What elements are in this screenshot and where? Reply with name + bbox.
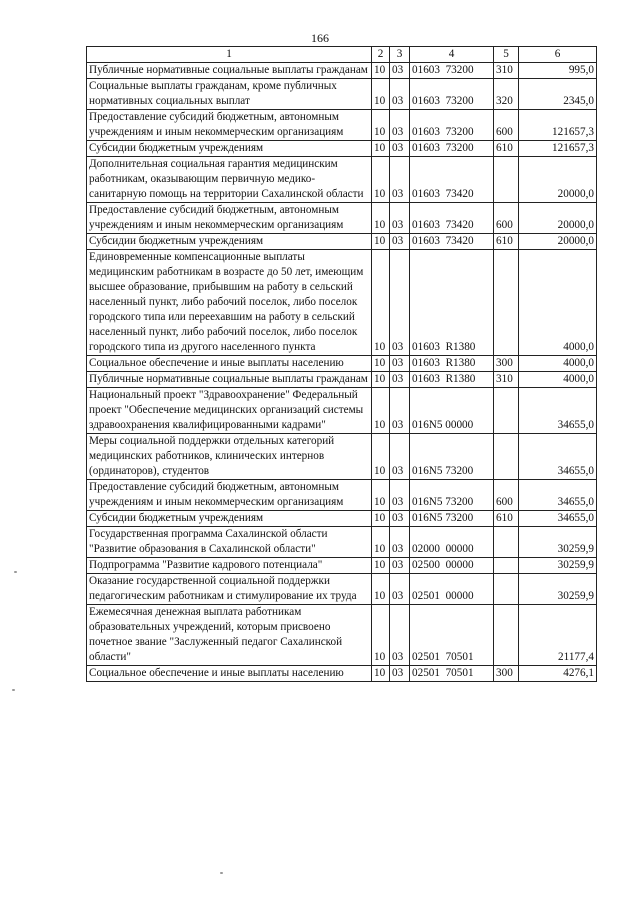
table-row <box>87 666 597 682</box>
cell-subsection: 03 <box>390 605 410 666</box>
cell-expense-type <box>494 388 519 434</box>
header-col-target-article: 4 <box>410 47 494 63</box>
cell-subsection: 03 <box>390 480 410 511</box>
cell-expense-type <box>494 250 519 356</box>
cell-name: Единовременные компенсационные выплаты медицинским работникам в возрасте до 50 лет, имеющим высшее образование, прибывшим на работу в сельский населенный пункт, либо рабочий поселок, либо поселок городского типа или переехавшим на работу в сельский населенный пункт, либо рабочий поселок, либо поселок городского типа из другого населенного пункта <box>87 250 372 356</box>
cell-subsection: 03 <box>390 574 410 605</box>
cell-target-article: 01603 73200 <box>410 79 494 110</box>
cell-section: 10 <box>372 110 390 141</box>
header-col-name: 1 <box>87 47 372 63</box>
cell-target-article: 016N5 00000 <box>410 388 494 434</box>
table-row <box>87 511 597 527</box>
cell-target-article: 02501 00000 <box>410 574 494 605</box>
cell-name: Предоставление субсидий бюджетным, автономным учреждениям и иным некоммерческим организациям <box>87 480 372 511</box>
cell-amount: 34655,0 <box>519 434 597 480</box>
cell-expense-type <box>494 434 519 480</box>
cell-target-article: 016N5 73200 <box>410 434 494 480</box>
cell-target-article: 01603 73420 <box>410 234 494 250</box>
cell-subsection: 03 <box>390 558 410 574</box>
cell-target-article: 02501 70501 <box>410 605 494 666</box>
cell-amount: 34655,0 <box>519 511 597 527</box>
cell-subsection: 03 <box>390 203 410 234</box>
cell-amount: 20000,0 <box>519 157 597 203</box>
cell-section: 10 <box>372 234 390 250</box>
scan-speck <box>14 571 17 573</box>
cell-name: Социальные выплаты гражданам, кроме публичных нормативных социальных выплат <box>87 79 372 110</box>
cell-name: Субсидии бюджетным учреждениям <box>87 511 372 527</box>
cell-target-article: 016N5 73200 <box>410 511 494 527</box>
cell-name: Субсидии бюджетным учреждениям <box>87 234 372 250</box>
cell-amount: 30259,9 <box>519 558 597 574</box>
cell-amount: 121657,3 <box>519 141 597 157</box>
cell-name: Ежемесячная денежная выплата работникам образовательных учреждений, которым присвоено почетное звание "Заслуженный педагог Сахалинской области" <box>87 605 372 666</box>
table-row <box>87 558 597 574</box>
table-row <box>87 388 597 434</box>
cell-name: Субсидии бюджетным учреждениям <box>87 141 372 157</box>
table-row <box>87 250 597 356</box>
cell-amount: 20000,0 <box>519 234 597 250</box>
cell-subsection: 03 <box>390 63 410 79</box>
cell-amount: 4000,0 <box>519 356 597 372</box>
cell-amount: 4000,0 <box>519 372 597 388</box>
table-row <box>87 574 597 605</box>
cell-section: 10 <box>372 605 390 666</box>
cell-expense-type: 610 <box>494 511 519 527</box>
cell-name: Предоставление субсидий бюджетным, автономным учреждениям и иным некоммерческим организациям <box>87 110 372 141</box>
table-row <box>87 79 597 110</box>
cell-section: 10 <box>372 203 390 234</box>
cell-expense-type <box>494 157 519 203</box>
cell-section: 10 <box>372 250 390 356</box>
cell-expense-type: 310 <box>494 372 519 388</box>
cell-section: 10 <box>372 511 390 527</box>
table-row <box>87 434 597 480</box>
cell-section: 10 <box>372 527 390 558</box>
cell-section: 10 <box>372 157 390 203</box>
cell-name: Социальное обеспечение и иные выплаты населению <box>87 666 372 682</box>
table-row <box>87 141 597 157</box>
cell-subsection: 03 <box>390 157 410 203</box>
cell-target-article: 02500 00000 <box>410 558 494 574</box>
cell-expense-type: 600 <box>494 480 519 511</box>
table-row <box>87 234 597 250</box>
cell-subsection: 03 <box>390 372 410 388</box>
cell-section: 10 <box>372 388 390 434</box>
cell-name: Подпрограмма "Развитие кадрового потенциала" <box>87 558 372 574</box>
cell-subsection: 03 <box>390 79 410 110</box>
cell-subsection: 03 <box>390 388 410 434</box>
table-row <box>87 480 597 511</box>
cell-target-article: 01603 73200 <box>410 141 494 157</box>
cell-amount: 20000,0 <box>519 203 597 234</box>
cell-name: Предоставление субсидий бюджетным, автономным учреждениям и иным некоммерческим организациям <box>87 203 372 234</box>
cell-section: 10 <box>372 434 390 480</box>
cell-subsection: 03 <box>390 356 410 372</box>
cell-amount: 2345,0 <box>519 79 597 110</box>
cell-amount: 121657,3 <box>519 110 597 141</box>
cell-expense-type: 310 <box>494 63 519 79</box>
cell-target-article: 02501 70501 <box>410 666 494 682</box>
cell-target-article: 01603 R1380 <box>410 250 494 356</box>
cell-expense-type: 300 <box>494 356 519 372</box>
cell-amount: 34655,0 <box>519 480 597 511</box>
cell-subsection: 03 <box>390 527 410 558</box>
budget-table <box>86 46 597 682</box>
cell-expense-type: 600 <box>494 203 519 234</box>
cell-expense-type: 610 <box>494 234 519 250</box>
cell-subsection: 03 <box>390 250 410 356</box>
cell-expense-type: 300 <box>494 666 519 682</box>
cell-target-article: 01603 73200 <box>410 110 494 141</box>
cell-subsection: 03 <box>390 666 410 682</box>
cell-name: Государственная программа Сахалинской области "Развитие образования в Сахалинской области" <box>87 527 372 558</box>
scan-speck <box>12 689 15 691</box>
cell-name: Оказание государственной социальной поддержки педагогическим работникам и стимулирование их труда <box>87 574 372 605</box>
cell-section: 10 <box>372 480 390 511</box>
cell-subsection: 03 <box>390 511 410 527</box>
cell-expense-type <box>494 574 519 605</box>
cell-section: 10 <box>372 666 390 682</box>
cell-expense-type: 600 <box>494 110 519 141</box>
cell-amount: 4276,1 <box>519 666 597 682</box>
cell-expense-type: 320 <box>494 79 519 110</box>
header-col-expense-type: 5 <box>494 47 519 63</box>
cell-expense-type <box>494 605 519 666</box>
cell-name: Дополнительная социальная гарантия медицинским работникам, оказывающим первичную медико-санитарную помощь на территории Сахалинской области <box>87 157 372 203</box>
cell-section: 10 <box>372 63 390 79</box>
cell-amount: 995,0 <box>519 63 597 79</box>
cell-section: 10 <box>372 574 390 605</box>
cell-section: 10 <box>372 79 390 110</box>
cell-section: 10 <box>372 558 390 574</box>
cell-subsection: 03 <box>390 141 410 157</box>
cell-amount: 21177,4 <box>519 605 597 666</box>
header-col-subsection: 3 <box>390 47 410 63</box>
cell-subsection: 03 <box>390 434 410 480</box>
cell-target-article: 01603 R1380 <box>410 372 494 388</box>
cell-section: 10 <box>372 141 390 157</box>
cell-target-article: 016N5 73200 <box>410 480 494 511</box>
cell-name: Публичные нормативные социальные выплаты гражданам <box>87 372 372 388</box>
cell-amount: 4000,0 <box>519 250 597 356</box>
cell-target-article: 01603 R1380 <box>410 356 494 372</box>
cell-section: 10 <box>372 356 390 372</box>
table-row <box>87 372 597 388</box>
header-col-section: 2 <box>372 47 390 63</box>
cell-target-article: 01603 73420 <box>410 157 494 203</box>
cell-target-article: 01603 73420 <box>410 203 494 234</box>
cell-name: Национальный проект "Здравоохранение" Федеральный проект "Обеспечение медицинских организаций системы здравоохранения квалифицированными кадрами" <box>87 388 372 434</box>
cell-name: Социальное обеспечение и иные выплаты населению <box>87 356 372 372</box>
cell-amount: 30259,9 <box>519 527 597 558</box>
table-row <box>87 527 597 558</box>
cell-subsection: 03 <box>390 234 410 250</box>
header-col-amount: 6 <box>519 47 597 63</box>
cell-subsection: 03 <box>390 110 410 141</box>
cell-name: Меры социальной поддержки отдельных категорий медицинских работников, клинических интернов (ординаторов), студентов <box>87 434 372 480</box>
page-number: 166 <box>311 31 329 45</box>
cell-amount: 30259,9 <box>519 574 597 605</box>
cell-name: Публичные нормативные социальные выплаты гражданам <box>87 63 372 79</box>
table-row <box>87 110 597 141</box>
scan-speck <box>220 872 223 874</box>
cell-target-article: 01603 73200 <box>410 63 494 79</box>
table-row <box>87 356 597 372</box>
cell-target-article: 02000 00000 <box>410 527 494 558</box>
cell-amount: 34655,0 <box>519 388 597 434</box>
cell-section: 10 <box>372 372 390 388</box>
table-row <box>87 63 597 79</box>
table-row <box>87 605 597 666</box>
cell-expense-type <box>494 527 519 558</box>
table-row <box>87 203 597 234</box>
table-row <box>87 157 597 203</box>
cell-expense-type: 610 <box>494 141 519 157</box>
cell-expense-type <box>494 558 519 574</box>
table-header-row <box>87 47 597 63</box>
